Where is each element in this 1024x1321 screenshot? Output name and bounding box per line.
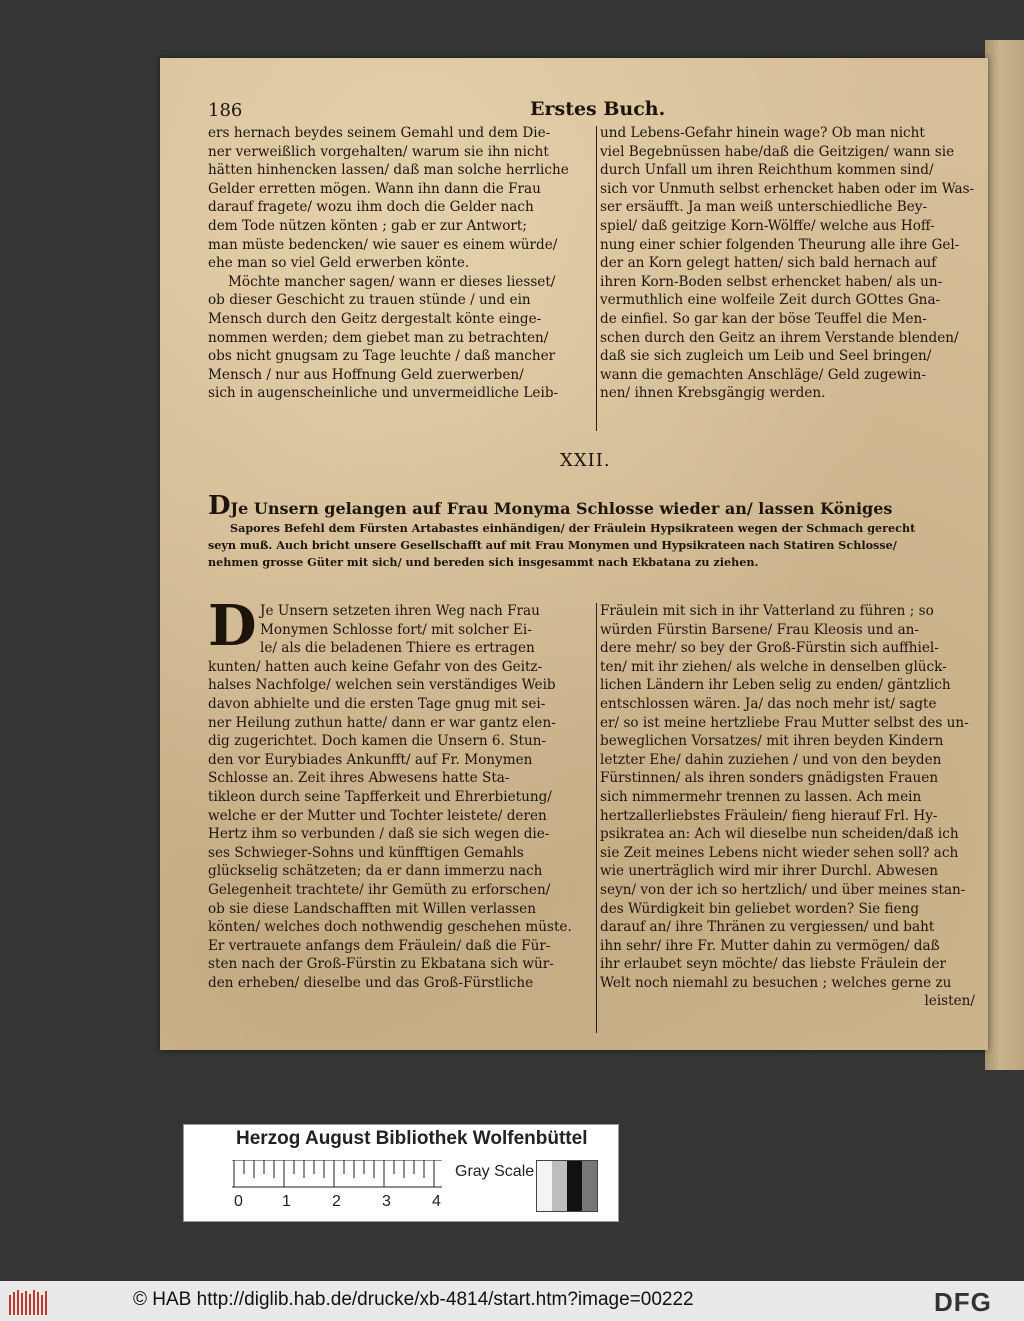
- summary-line: Je Unsern gelangen auf Frau Monyma Schlosse wieder an/ lassen Königes: [230, 499, 893, 518]
- summary-first-line: [208, 491, 978, 521]
- text-line: nen/ ihnen Krebsgängig werden.: [600, 385, 826, 402]
- ruler-label: 4: [432, 1193, 441, 1210]
- text-line: nung einer schier folgenden Theurung alle ihre Gel-: [600, 236, 960, 253]
- column-rule: [596, 126, 597, 431]
- page-number: 186: [208, 100, 243, 121]
- text-line: sten nach der Groß-Fürstin zu Ekbatana sich wür-: [208, 956, 554, 973]
- summary-line: Sapores Befehl dem Fürsten Artabastes einhändigen/ der Fräulein Hypsikrateen wegen der Schmach gerecht: [230, 521, 916, 535]
- text-line: und Lebens-Gefahr hinein wage? Ob man nicht: [600, 125, 925, 141]
- text-line: ihn sehr/ ihre Fr. Mutter dahin zu vermögen/ daß: [600, 937, 940, 954]
- text-line: ten/ mit ihr ziehen/ als welche in denselben glück-: [600, 658, 947, 675]
- catchword: leisten/: [924, 993, 975, 1010]
- adjacent-page-edge: [985, 40, 1024, 1070]
- hab-logo-icon: [8, 1289, 50, 1315]
- text-line: halses Nachfolge/ welchen sein verständiges Weib: [208, 677, 556, 694]
- text-line: des Würdigkeit bin geliebet worden? Sie fieng: [600, 900, 920, 917]
- text-line: ser ersäufft. Ja man weiß unterschiedliche Bey-: [600, 199, 928, 216]
- text-line: obs nicht gnugsam zu Tage leuchte / daß mancher: [208, 348, 556, 365]
- text-line: sich in augenscheinliche und unvermeidliche Leib-: [208, 385, 559, 402]
- text-line: seyn/ von der ich so hertzlich/ und über meines stan-: [600, 881, 966, 898]
- text-line: Gelegenheit trachtete/ ihr Gemüth zu erforschen/: [208, 881, 551, 898]
- text-line: letzter Ehe/ dahin zuziehen / und von den beyden: [600, 751, 942, 768]
- text-line: Gelder erretten mögen. Wann ihn dann die Frau: [208, 180, 541, 197]
- text-line: ehe man so viel Geld erwerben könte.: [208, 255, 470, 272]
- bottom-right-column: [600, 602, 975, 1011]
- text-line: ihr erlaubet seyn möchte/ das liebste Fräulein der: [600, 956, 947, 973]
- text-line: er/ so ist meine hertzliebe Frau Mutter selbst des un-: [600, 714, 969, 731]
- text-line: ihren Korn-Boden selbst erhencket haben/ als un-: [600, 273, 943, 290]
- text-line: würden Fürstin Barsene/ Frau Kleosis und an-: [600, 621, 920, 638]
- text-line: dere mehr/ so bey der Groß-Fürstin sich auffhiel-: [600, 640, 939, 657]
- text-line: darauf an/ ihre Thränen zu vergiessen/ und baht: [600, 919, 935, 936]
- text-line: Monymen Schlosse fort/ mit solcher Ei-: [260, 621, 532, 638]
- chapter-summary: [208, 491, 978, 571]
- text-line: ner verweißlich vorgehalten/ warum sie ihn nicht: [208, 143, 549, 160]
- text-line: daß sie sich zugleich um Leib und Seel bringen/: [600, 348, 932, 365]
- swatch-light-gray: [552, 1161, 567, 1211]
- swatch-white: [537, 1161, 552, 1211]
- text-line: den vor Eurybiades Ankunfft/ auf Fr. Monymen: [208, 751, 533, 768]
- text-line: Mensch durch den Geitz dergestalt könte einge-: [208, 310, 542, 327]
- text-line: hertzallerliebstes Fräulein/ fieng hierauf Frl. Hy-: [600, 807, 938, 824]
- text-line: spiel/ daß geitzige Korn-Wölffe/ welche aus Hoff-: [600, 217, 935, 234]
- chapter-number: XXII.: [560, 450, 611, 471]
- text-line: ers hernach beydes seinem Gemahl und dem Die-: [208, 125, 551, 141]
- summary-line: seyn muß. Auch bricht unsere Gesellschafft auf mit Frau Monymen und Hypsikrateen nach Statiren Schlosse/: [208, 538, 897, 552]
- text-line: psikratea an: Ach wil dieselbe nun scheiden/daß ich: [600, 826, 959, 843]
- top-left-column: [208, 124, 596, 403]
- gray-scale-swatches: [536, 1160, 598, 1212]
- text-line: wie unerträglich wird mir ihrer Durchl. Abwesen: [600, 863, 939, 880]
- text-line: dem Tode nützen könten ; gab er zur Antwort;: [208, 217, 527, 234]
- ruler-label: 2: [332, 1193, 341, 1210]
- decorated-initial: D: [208, 593, 257, 659]
- text-line: Schlosse an. Zeit ihres Abwesens hatte Sta-: [208, 770, 510, 787]
- text-line: sie Zeit meines Lebens nicht wieder sehen soll? ach: [600, 844, 959, 861]
- text-line: vermuthlich eine wolfeile Zeit durch GOttes Gna-: [600, 292, 941, 309]
- text-line: glückselig schätzeten; da er dann immerzu nach: [208, 863, 543, 880]
- text-line: den erheben/ dieselbe und das Groß-Fürstliche: [208, 974, 534, 991]
- text-line: kunten/ hatten auch keine Gefahr von des Geitz-: [208, 658, 543, 675]
- text-line: Möchte mancher sagen/ wann er dieses liesset/: [228, 273, 556, 290]
- swatch-mid-gray: [582, 1161, 597, 1211]
- text-line: Welt noch niemahl zu besuchen ; welches gerne zu: [600, 974, 952, 991]
- column-rule: [596, 603, 597, 1033]
- ruler-label: 3: [382, 1193, 391, 1210]
- summary-initial: D: [208, 491, 231, 521]
- text-line: Fräulein mit sich in ihr Vatterland zu führen ; so: [600, 603, 934, 619]
- text-line: wann die gemachten Anschläge/ Geld zugewin-: [600, 366, 926, 383]
- library-name: Herzog August Bibliothek Wolfenbüttel: [236, 1128, 588, 1149]
- text-line: Hertz ihm so verbunden / daß sie sich wegen die-: [208, 826, 550, 843]
- text-line: ob dieser Geschicht zu trauen stünde / und ein: [208, 292, 531, 309]
- book-page: [160, 58, 988, 1050]
- bottom-left-column: [208, 602, 596, 992]
- ruler-label: 0: [234, 1193, 243, 1210]
- text-line: beweglichen Vorsatzes/ mit ihren beyden Kindern: [600, 733, 944, 750]
- text-line: ner Heilung zuthun hatte/ dann er war gantz elen-: [208, 714, 556, 731]
- text-line: Mensch / nur aus Hoffnung Geld zuerwerben/: [208, 366, 524, 383]
- text-line: man müste bedencken/ wie sauer es einem würde/: [208, 236, 558, 253]
- footer-url[interactable]: © HAB http://diglib.hab.de/drucke/xb-4814/start.htm?image=00222: [133, 1289, 694, 1310]
- summary-line: nehmen grosse Güter mit sich/ und bereden sich insgesammt nach Ekbatana zu ziehen.: [208, 555, 759, 569]
- gray-scale-label: Gray Scale: [455, 1163, 535, 1180]
- text-line: davon abhielte und die ersten Tage gnug mit sei-: [208, 695, 546, 712]
- text-line: Er vertrauete anfangs dem Fräulein/ daß die Für-: [208, 937, 551, 954]
- text-line: der an Korn gelegt hatten/ sich bald hernach auf: [600, 255, 937, 272]
- ruler-label: 1: [282, 1193, 291, 1210]
- text-line: welche er der Mutter und Tochter leistete/ deren: [208, 807, 547, 824]
- text-line: könten/ welches doch nothwendig geschehen müste.: [208, 919, 572, 936]
- text-line: de einfiel. So gar kan der böse Teuffel die Men-: [600, 310, 927, 327]
- text-line: sich nimmermehr trennen zu lassen. Ach mein: [600, 788, 922, 805]
- running-head: Erstes Buch.: [530, 98, 666, 120]
- text-line: darauf fragete/ wozu ihm doch die Gelder nach: [208, 199, 534, 216]
- top-right-column: [600, 124, 975, 403]
- text-line: ses Schwieger-Sohns und künfftigen Gemahls: [208, 844, 524, 861]
- text-line: le/ als die beladenen Thiere es ertragen: [260, 640, 535, 657]
- footer-bar: [0, 1281, 1024, 1321]
- text-line: ob sie diese Landschafften mit Willen verlassen: [208, 900, 536, 917]
- swatch-black: [567, 1161, 582, 1211]
- text-line: schen durch den Geitz an ihrem Verstande blenden/: [600, 329, 959, 346]
- text-line: viel Begebnüssen habe/daß die Geitzigen/ wann sie: [600, 143, 955, 160]
- dfg-logo: DFG: [934, 1287, 992, 1317]
- ruler-scale: [232, 1160, 442, 1188]
- text-line: Je Unsern setzeten ihren Weg nach Frau: [260, 603, 540, 619]
- text-line: nommen werden; dem giebet man zu betrachten/: [208, 329, 549, 346]
- text-line: tikleon durch seine Tapfferkeit und Ehrerbietung/: [208, 788, 552, 805]
- text-line: hätten hinhencken lassen/ daß man solche herrliche: [208, 162, 569, 179]
- text-line: Fürstinnen/ als ihren sonders gnädigsten Frauen: [600, 770, 939, 787]
- text-line: sich vor Unmuth selbst erhencket haben oder im Was-: [600, 180, 975, 197]
- text-line: durch Unfall um ihren Reichthum kommen sind/: [600, 162, 934, 179]
- text-line: lichen Ländern ihr Leben selig zu enden/ gäntzlich: [600, 677, 951, 694]
- text-line: dig zugerichtet. Doch kamen die Unsern 6. Stun-: [208, 733, 547, 750]
- text-line: entschlossen wären. Ja/ das noch mehr ist/ sagte: [600, 695, 937, 712]
